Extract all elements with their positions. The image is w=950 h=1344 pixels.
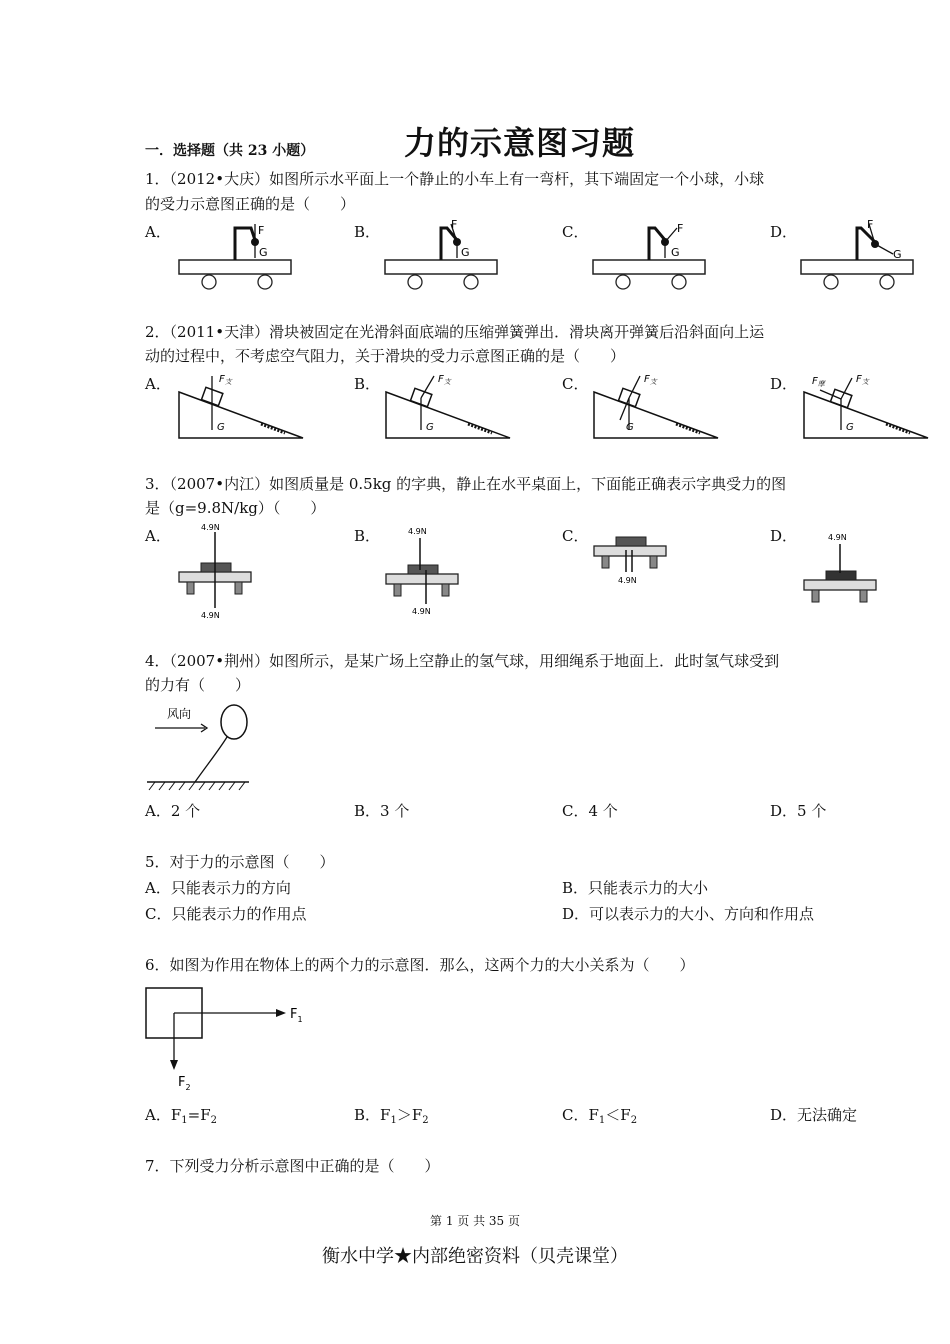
q1a-f-label: F [258,224,265,237]
q1d-g-label: G [893,248,902,261]
q2c-f-label: F [644,374,650,385]
q1c-f-label: F [677,222,684,235]
q5-option-b[interactable]: B．只能表示力的大小 [562,879,709,897]
q2b-g-label: G [426,422,434,433]
q3a-bottom-label: 4.9N [201,611,220,620]
q3c-bottom-label: 4.9N [618,576,637,585]
question-4-line-1: 4．（2007•荆州）如图所示，是某广场上空静止的氢气球，用细绳系于地面上．此时氢气球受到 [145,652,780,670]
svg-text:F支 [219,374,233,386]
q3-option-a[interactable]: A． [145,527,171,545]
q1-figure-c [589,218,709,293]
question-5-line-1: 5．对于力的示意图（ ） [145,853,335,871]
q6-option-b[interactable]: B．$F_1>F_2$ [354,1106,429,1126]
q2a-f-label: F [219,374,225,385]
q3-figure-d [800,528,880,613]
q3a-top-label: 4.9N [201,523,220,532]
q2-figure-a [175,370,310,440]
q3-figure-c [590,530,670,600]
page-title: 力的示意图习题 [404,124,636,162]
q6-option-c[interactable]: C．$F_1<F_2$ [562,1106,638,1126]
q2-option-b[interactable]: B． [354,375,381,393]
svg-text:F支 [438,374,452,386]
q4-figure-balloon [145,700,255,792]
q1-figure-a [175,218,295,293]
q1-figure-d [797,218,917,293]
q5-option-d[interactable]: D．可以表示力的大小、方向和作用点 [562,905,815,923]
q6-f1-label: F [290,1007,298,1022]
q1a-g-label: G [259,246,268,259]
q1-option-b[interactable]: B． [354,223,381,241]
q6-f2-sub: 2 [185,1083,191,1092]
q2a-f-sub: 支 [224,378,232,386]
q1b-f-label: F [451,218,458,231]
q2-figure-d [800,370,935,440]
q2-option-d[interactable]: D． [770,375,798,393]
q2c-f-sub: 支 [649,378,657,386]
q3b-bottom-label: 4.9N [412,607,431,616]
question-4-line-2: 的力有（ ） [145,676,251,694]
q2b-f-sub: 支 [443,378,451,386]
q2b-f-label: F [438,374,444,385]
page-number: 第 1 页 共 35 页 [430,1214,520,1228]
q2-option-c[interactable]: C． [562,375,589,393]
q6-f1-sub: 1 [297,1015,303,1024]
q3-option-c[interactable]: C． [562,527,589,545]
question-2-line-1: 2．（2011•天津）滑块被固定在光滑斜面底端的压缩弹簧弹出．滑块离开弹簧后沿斜面向上运 [145,323,765,341]
q1b-g-label: G [461,246,470,259]
q4-option-c[interactable]: C．4 个 [562,802,618,820]
q6-f2-label: F [178,1075,186,1090]
svg-text:F支 [644,374,658,386]
q2d-f-label: F [856,374,862,385]
q2d-fm-label: F [812,376,818,387]
q3d-top-label: 4.9N [828,533,847,542]
q2d-g-label: G [846,422,854,433]
q1c-g-label: G [671,246,680,259]
svg-text:F摩 [812,376,826,388]
question-7-line-1: 7．下列受力分析示意图中正确的是（ ） [145,1157,440,1175]
q1-figure-b [381,218,501,293]
footer-brand: 衡水中学★内部绝密资料（贝壳课堂） [322,1246,628,1267]
question-1-line-2: 的受力示意图正确的是（ ） [145,195,356,213]
q4-option-d[interactable]: D．5 个 [770,802,827,820]
q2-figure-b [382,370,517,440]
q3b-top-label: 4.9N [408,527,427,536]
q6-figure-forces [140,982,330,1094]
question-1-line-1: 1．（2012•大庆）如图所示水平面上一个静止的小车上有一弯杆，其下端固定一个小球，小球 [145,170,765,188]
q1-option-c[interactable]: C． [562,223,589,241]
q2d-f-sub: 支 [861,378,869,386]
q2a-g-label: G [217,422,225,433]
question-3-line-2: 是（g=9.8N/kg）（ ） [145,499,326,517]
q2c-g-label: G [626,422,634,433]
q5-option-c[interactable]: C．只能表示力的作用点 [145,905,307,923]
svg-text:F1 [290,1007,303,1024]
question-6-line-1: 6．如图为作用在物体上的两个力的示意图．那么，这两个力的大小关系为（ ） [145,956,695,974]
q3-figure-b [382,522,462,622]
svg-text:F2 [178,1075,191,1092]
q6-option-d[interactable]: D．无法确定 [770,1106,858,1124]
q3-option-b[interactable]: B． [354,527,381,545]
q3-figure-a [175,520,255,620]
q2d-fm-sub: 摩 [817,380,825,388]
q1d-f-label: F [867,218,874,231]
q6-option-a[interactable]: A．$F_1=F_2$ [145,1106,217,1126]
question-3-line-1: 3．（2007•内江）如图质量是 0.5kg 的字典，静止在水平桌面上，下面能正确表示字典受力的图 [145,475,787,493]
q4-option-a[interactable]: A．2 个 [145,802,201,820]
q1-option-d[interactable]: D． [770,223,798,241]
q1-option-a[interactable]: A． [145,223,171,241]
q4-wind-label: 风向 [167,707,192,721]
svg-text:F支 [856,374,870,386]
question-2-line-2: 动的过程中，不考虑空气阻力，关于滑块的受力示意图正确的是（ ） [145,347,626,365]
section-heading: 一．选择题（共 23 小题） [145,143,315,159]
q4-option-b[interactable]: B．3 个 [354,802,410,820]
q5-option-a[interactable]: A．只能表示力的方向 [145,879,291,897]
q3-option-d[interactable]: D． [770,527,798,545]
q2-option-a[interactable]: A． [145,375,171,393]
q2-figure-c [590,370,725,440]
